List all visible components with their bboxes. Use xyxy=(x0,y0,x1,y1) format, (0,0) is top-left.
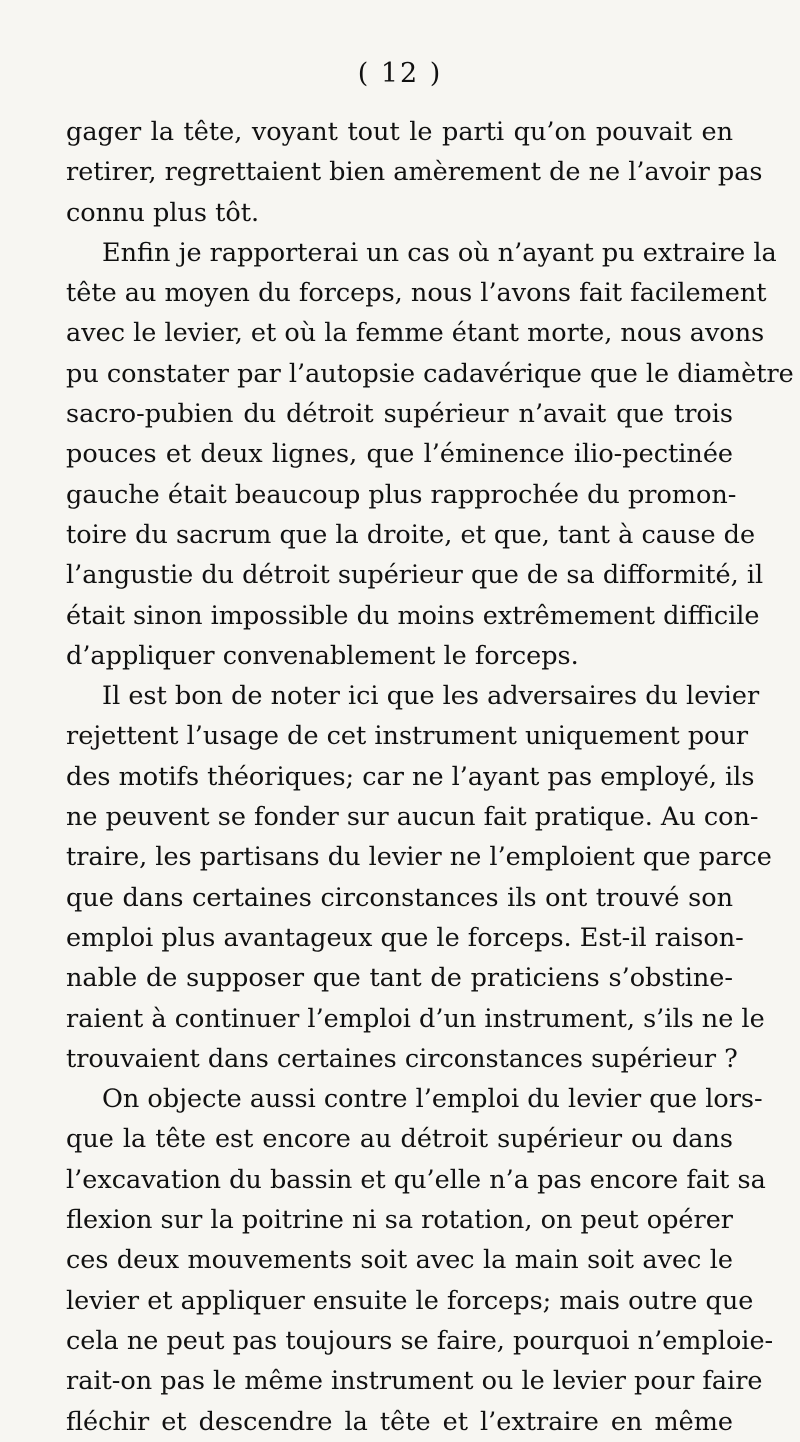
text-line: sacro-pubien du détroit supérieur n’avait que trois xyxy=(66,399,733,430)
text-line: On objecte aussi contre l’emploi du levier que lors- xyxy=(102,1084,763,1115)
text-line: que dans certaines circonstances ils ont trouvé son xyxy=(66,882,733,913)
text-line: que la tête est encore au détroit supérieur ou dans xyxy=(66,1124,733,1155)
text-line: rejettent l’usage de cet instrument uniquement pour xyxy=(66,721,749,752)
text-line: rait-on pas le même instrument ou le levier pour faire xyxy=(66,1366,763,1397)
text-line: des motifs théoriques; car ne l’ayant pas employé, ils xyxy=(66,761,755,792)
text-line: nable de supposer que tant de praticiens s’obstine- xyxy=(66,963,733,994)
text-line: d’appliquer convenablement le forceps. xyxy=(66,640,579,671)
text-line: l’excavation du bassin et qu’elle n’a pas encore fait sa xyxy=(66,1164,766,1195)
text-line: avec le levier, et où la femme étant morte, nous avons xyxy=(66,318,765,349)
text-line: pu constater par l’autopsie cadavérique que le diamètre xyxy=(66,358,794,389)
text-line: pouces et deux lignes, que l’éminence ilio-pectinée xyxy=(66,439,733,470)
text-line: fléchir et descendre la tête et l’extraire en même xyxy=(66,1406,733,1437)
text-line: tête au moyen du forceps, nous l’avons fait facilement xyxy=(66,278,767,309)
text-line: Il est bon de noter ici que les adversaires du levier xyxy=(102,681,760,712)
text-line: ne peuvent se fonder sur aucun fait pratique. Au con- xyxy=(66,802,759,833)
text-line: ces deux mouvements soit avec la main soit avec le xyxy=(66,1245,733,1276)
text-line: traire, les partisans du levier ne l’emploient que parce xyxy=(66,842,772,873)
text-line: emploi plus avantageux que le forceps. Est-il raison- xyxy=(66,922,744,953)
page-number: ( 12 ) xyxy=(357,58,443,89)
text-line: levier et appliquer ensuite le forceps; mais outre que xyxy=(66,1285,754,1316)
text-line: retirer, regrettaient bien amèrement de ne l’avoir pas xyxy=(66,157,763,188)
text-line: Enfin je rapporterai un cas où n’ayant pu extraire la xyxy=(102,237,777,268)
text-line: cela ne peut pas toujours se faire, pourquoi n’emploie- xyxy=(66,1325,774,1356)
body-text xyxy=(66,112,794,1442)
text-line: raient à continuer l’emploi d’un instrument, s’ils ne le xyxy=(66,1003,765,1034)
text-line: connu plus tôt. xyxy=(66,197,260,228)
text-line: était sinon impossible du moins extrêmement difficile xyxy=(66,600,760,631)
text-line: gauche était beaucoup plus rapprochée du promon- xyxy=(66,479,737,510)
text-line: gager la tête, voyant tout le parti qu’on pouvait en xyxy=(66,117,733,147)
text-line: l’angustie du détroit supérieur que de sa difformité, il xyxy=(66,560,764,591)
text-line: trouvaient dans certaines circonstances supérieur ? xyxy=(66,1043,738,1074)
text-line: flexion sur la poitrine ni sa rotation, on peut opérer xyxy=(66,1205,733,1236)
text-line: toire du sacrum que la droite, et que, tant à cause de xyxy=(66,519,756,550)
